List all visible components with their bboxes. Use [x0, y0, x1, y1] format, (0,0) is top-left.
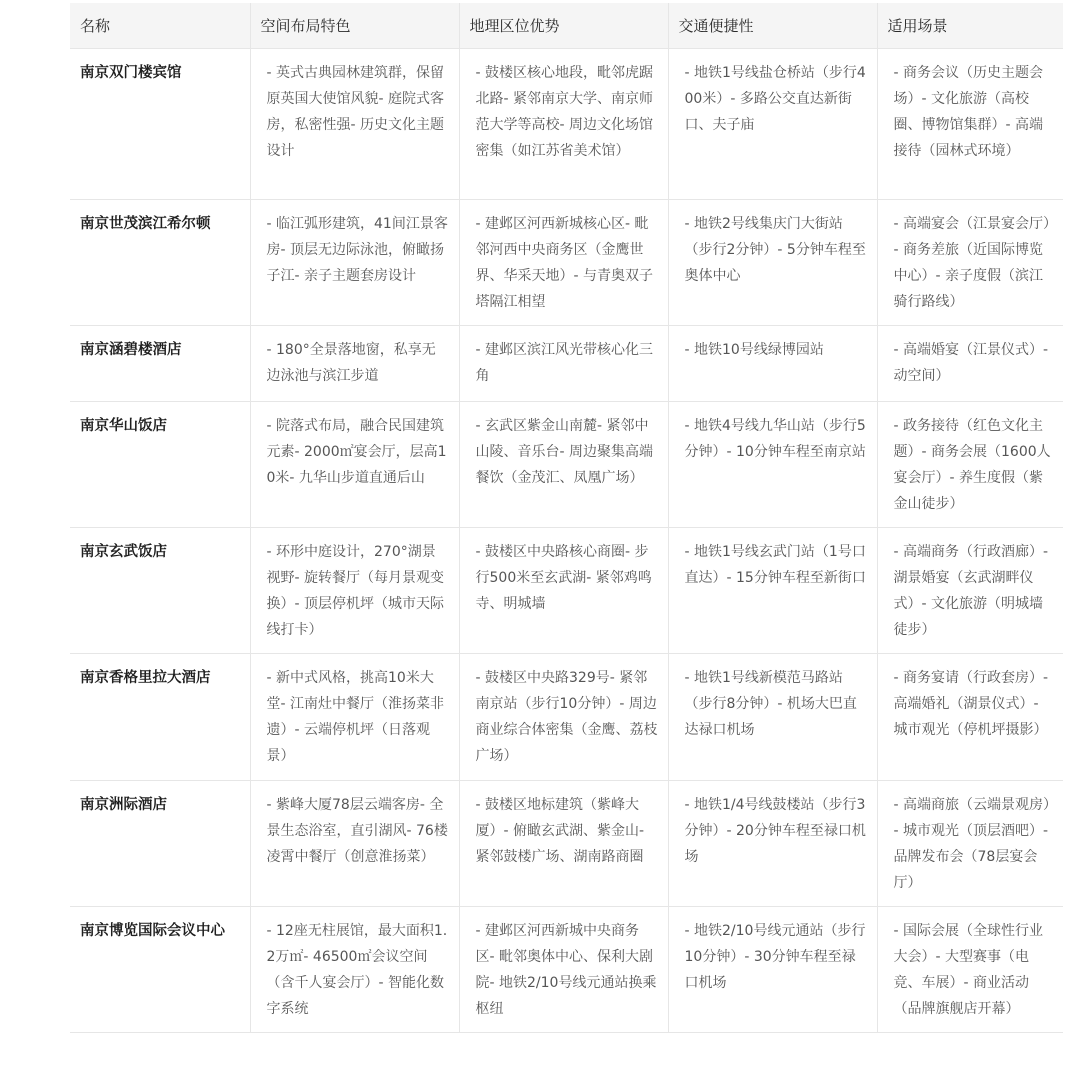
- scenarios-text: - 高端商旅（云端景观房）- 城市观光（顶层酒吧）- 品牌发布会（78层宴会厅）: [893, 797, 1051, 891]
- hotel-name: 南京玄武饭店: [80, 544, 167, 560]
- cell-transport: [668, 907, 877, 1033]
- table-row: [70, 326, 1063, 402]
- cell-scenarios: [877, 781, 1063, 907]
- table-row: [70, 528, 1063, 654]
- hotel-name: 南京涵碧楼酒店: [80, 342, 182, 358]
- scenarios-text: - 政务接待（红色文化主题）- 商务会展（1600人宴会厅）- 养生度假（紫金山徒步）: [893, 418, 1051, 512]
- table-row: [70, 907, 1063, 1033]
- cell-location: [459, 49, 668, 200]
- transport-text: - 地铁2/10号线元通站（步行10分钟）- 30分钟车程至禄口机场: [684, 923, 866, 991]
- layout-text: - 英式古典园林建筑群，保留原英国大使馆风貌- 庭院式客房，私密性强- 历史文化主题设计: [266, 65, 445, 159]
- transport-text: - 地铁2号线集庆门大街站（步行2分钟）- 5分钟车程至奥体中心: [684, 216, 866, 284]
- hotel-name: 南京双门楼宾馆: [80, 65, 182, 81]
- header-transport: 交通便捷性: [668, 3, 877, 49]
- scenarios-text: - 商务宴请（行政套房）- 高端婚礼（湖景仪式）- 城市观光（停机坪摄影）: [893, 670, 1049, 738]
- scenarios-text: - 高端婚宴（江景仪式）- 动空间）: [893, 342, 1049, 384]
- layout-text: - 180°全景落地窗，私享无边泳池与滨江步道: [266, 342, 436, 384]
- location-text: - 建邺区河西新城中央商务区- 毗邻奥体中心、保利大剧院- 地铁2/10号线元通站换乘枢纽: [475, 923, 657, 1017]
- transport-text: - 地铁10号线绿博园站: [684, 342, 824, 358]
- cell-layout: [250, 326, 459, 402]
- table-row: [70, 654, 1063, 781]
- header-name: 名称: [70, 3, 250, 49]
- table-row: [70, 49, 1063, 200]
- cell-scenarios: [877, 200, 1063, 326]
- header-scenarios: 适用场景: [877, 3, 1063, 49]
- cell-transport: [668, 781, 877, 907]
- cell-name: [70, 907, 250, 1033]
- hotel-name: 南京香格里拉大酒店: [80, 670, 211, 686]
- transport-text: - 地铁1/4号线鼓楼站（步行3分钟）- 20分钟车程至禄口机场: [684, 797, 866, 865]
- cell-name: [70, 49, 250, 200]
- table-header: [70, 3, 1063, 49]
- transport-text: - 地铁4号线九华山站（步行5分钟）- 10分钟车程至南京站: [684, 418, 866, 460]
- hotel-name: 南京洲际酒店: [80, 797, 167, 813]
- comparison-table-container: [70, 3, 1063, 1033]
- cell-layout: [250, 781, 459, 907]
- scenarios-text: - 国际会展（全球性行业大会）- 大型赛事（电竞、车展）- 商业活动（品牌旗舰店开幕）: [893, 923, 1044, 1017]
- cell-layout: [250, 200, 459, 326]
- table-row: [70, 200, 1063, 326]
- layout-text: - 12座无柱展馆，最大面积1.2万㎡- 46500㎡会议空间（含千人宴会厅）- 智能化数字系统: [266, 923, 448, 1017]
- cell-name: [70, 528, 250, 654]
- cell-name: [70, 402, 250, 528]
- layout-text: - 环形中庭设计，270°湖景视野- 旋转餐厅（每月景观变换）- 顶层停机坪（城市天际线打卡）: [266, 544, 445, 638]
- header-location: 地理区位优势: [459, 3, 668, 49]
- hotel-name: 南京华山饭店: [80, 418, 167, 434]
- cell-layout: [250, 907, 459, 1033]
- cell-location: [459, 654, 668, 781]
- cell-scenarios: [877, 49, 1063, 200]
- cell-layout: [250, 654, 459, 781]
- cell-transport: [668, 528, 877, 654]
- cell-scenarios: [877, 654, 1063, 781]
- scenarios-text: - 高端商务（行政酒廊）- 湖景婚宴（玄武湖畔仪式）- 文化旅游（明城墙徒步）: [893, 544, 1049, 638]
- location-text: - 建邺区河西新城核心区- 毗邻河西中央商务区（金鹰世界、华采天地）- 与青奥双子塔隔江相望: [475, 216, 654, 310]
- location-text: - 鼓楼区核心地段，毗邻虎踞北路- 紧邻南京大学、南京师范大学等高校- 周边文化场馆密集（如江苏省美术馆）: [475, 65, 654, 159]
- location-text: - 鼓楼区地标建筑（紫峰大厦）- 俯瞰玄武湖、紫金山- 紧邻鼓楼广场、湖南路商圈: [475, 797, 645, 865]
- header-row: [70, 3, 1063, 49]
- cell-location: [459, 200, 668, 326]
- transport-text: - 地铁1号线新模范马路站（步行8分钟）- 机场大巴直达禄口机场: [684, 670, 857, 738]
- cell-transport: [668, 200, 877, 326]
- location-text: - 鼓楼区中央路329号- 紧邻南京站（步行10分钟）- 周边商业综合体密集（金鹰、荔枝广场）: [475, 670, 658, 764]
- layout-text: - 新中式风格，挑高10米大堂- 江南灶中餐厅（淮扬菜非遗）- 云端停机坪（日落观景）: [266, 670, 445, 764]
- cell-layout: [250, 49, 459, 200]
- cell-location: [459, 907, 668, 1033]
- location-text: - 鼓楼区中央路核心商圈- 步行500米至玄武湖- 紧邻鸡鸣寺、明城墙: [475, 544, 652, 612]
- scenarios-text: - 高端宴会（江景宴会厅）- 商务差旅（近国际博览中心）- 亲子度假（滨江骑行路线）: [893, 216, 1051, 310]
- cell-scenarios: [877, 528, 1063, 654]
- header-layout: 空间布局特色: [250, 3, 459, 49]
- location-text: - 玄武区紫金山南麓- 紧邻中山陵、音乐台- 周边聚集高端餐饮（金茂汇、凤凰广场）: [475, 418, 654, 486]
- cell-transport: [668, 326, 877, 402]
- cell-location: [459, 326, 668, 402]
- cell-name: [70, 654, 250, 781]
- table-body: [70, 49, 1063, 1033]
- hotel-name: 南京世茂滨江希尔顿: [80, 216, 211, 232]
- layout-text: - 紫峰大厦78层云端客房- 全景生态浴室，直引湖风- 76楼凌霄中餐厅（创意淮扬菜）: [266, 797, 448, 865]
- layout-text: - 临江弧形建筑，41间江景客房- 顶层无边际泳池，俯瞰扬子江- 亲子主题套房设计: [266, 216, 448, 284]
- location-text: - 建邺区滨江风光带核心化三角: [475, 342, 654, 384]
- cell-name: [70, 200, 250, 326]
- cell-layout: [250, 402, 459, 528]
- cell-location: [459, 528, 668, 654]
- layout-text: - 院落式布局，融合民国建筑元素- 2000㎡宴会厅，层高10米- 九华山步道直通后山: [266, 418, 447, 486]
- cell-transport: [668, 49, 877, 200]
- scenarios-text: - 商务会议（历史主题会场）- 文化旅游（高校圈、博物馆集群）- 高端接待（园林式环境）: [893, 65, 1044, 159]
- transport-text: - 地铁1号线玄武门站（1号口直达）- 15分钟车程至新街口: [684, 544, 866, 586]
- cell-layout: [250, 528, 459, 654]
- table-row: [70, 402, 1063, 528]
- transport-text: - 地铁1号线盐仓桥站（步行400米）- 多路公交直达新街口、夫子庙: [684, 65, 866, 133]
- cell-location: [459, 781, 668, 907]
- table-row: [70, 781, 1063, 907]
- hotel-name: 南京博览国际会议中心: [80, 923, 225, 939]
- cell-scenarios: [877, 402, 1063, 528]
- cell-transport: [668, 402, 877, 528]
- cell-scenarios: [877, 907, 1063, 1033]
- cell-transport: [668, 654, 877, 781]
- cell-name: [70, 326, 250, 402]
- cell-location: [459, 402, 668, 528]
- cell-name: [70, 781, 250, 907]
- hotel-comparison-table: [70, 3, 1063, 1033]
- cell-scenarios: [877, 326, 1063, 402]
